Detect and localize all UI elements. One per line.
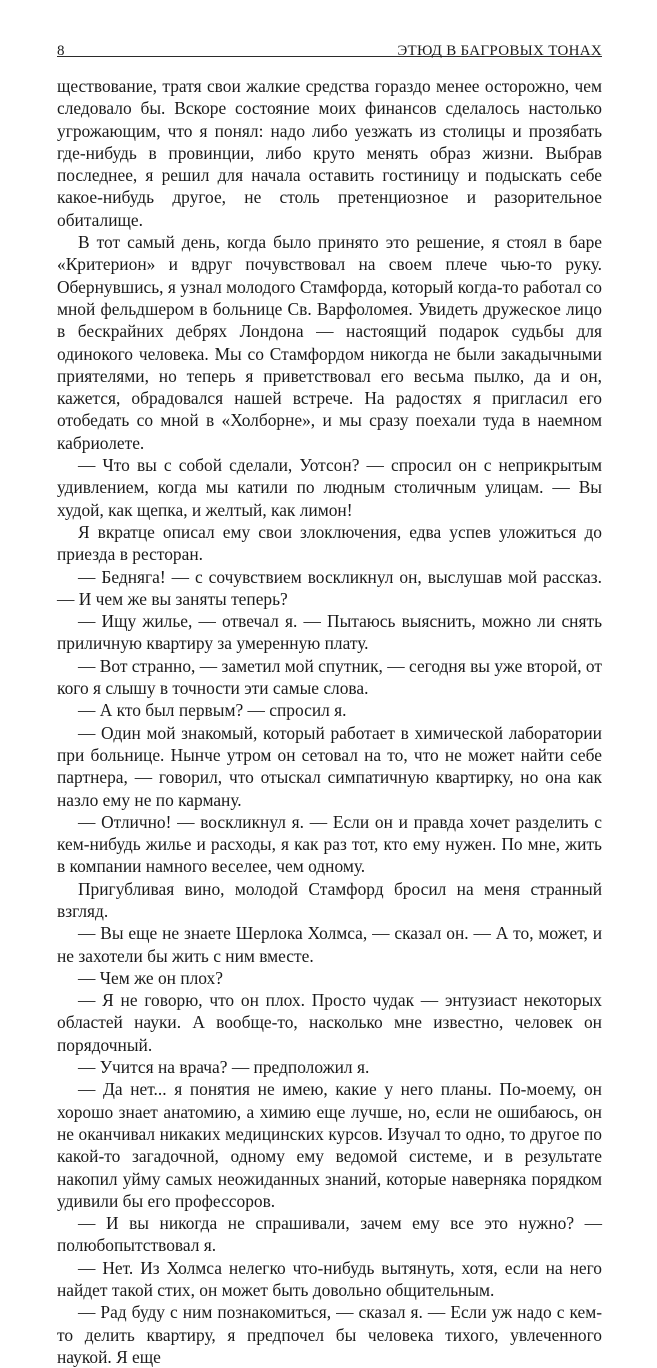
paragraph: — Что вы с собой сделали, Уотсон? — спросил он с неприкрытым удивлением, когда мы катили по людным столичным улицам. — Вы худой, как щепка, и желтый, как лимон! <box>57 455 602 520</box>
paragraph: — Рад буду с ним познакомиться, — сказал я. — Если уж надо с кем-то делить квартиру, я предпочел бы человека тихого, увлеченного наукой. Я еще <box>57 1302 602 1367</box>
paragraph: ществование, тратя свои жалкие средства гораздо менее осторожно, чем следовало бы. Вскоре состояние моих финансов сделалось настолько угрожающим, что я понял: надо либо уезжать из столицы и прозябать где-нибудь в провинции, либо круто менять образ жизни. Выбрав последнее, я решил для начала оставить гостиницу и подыскать себе какое-нибудь другое, не столь претенциозное и разорительное обиталище. <box>57 76 602 230</box>
page-number: 8 <box>57 43 65 59</box>
book-title: ЭТЮД В БАГРОВЫХ ТОНАХ <box>397 43 602 59</box>
paragraph: — И вы никогда не спрашивали, зачем ему все это нужно? — полюбопытствовал я. <box>57 1213 602 1256</box>
paragraph: — Один мой знакомый, который работает в химической лаборатории при больнице. Нынче утром он сетовал на то, что не может найти себе партнера, — говорил, что отыскал симпатичную квартирку, но она как назло ему не по карману. <box>57 722 602 810</box>
paragraph: — А кто был первым? — спросил я. <box>78 700 347 721</box>
paragraph: — Ищу жилье, — отвечал я. — Пытаюсь выяснить, можно ли снять приличную квартиру за умеренную плату. <box>57 611 602 654</box>
paragraph: — Чем же он плох? <box>78 967 223 988</box>
running-head <box>57 30 602 57</box>
book-page <box>57 30 602 1367</box>
paragraph: — Учится на врача? — предположил я. <box>78 1057 370 1078</box>
paragraph: — Отлично! — воскликнул я. — Если он и правда хочет разделить с кем-нибудь жилье и расходы, я как раз тот, кто ему нужен. По мне, жить в компании намного веселее, чем одному. <box>57 811 602 877</box>
paragraph: — Нет. Из Холмса нелегко что-нибудь вытянуть, хотя, если на него найдет такой стих, он может быть довольно общительным. <box>57 1257 602 1301</box>
body-text <box>57 75 602 1368</box>
paragraph: В тот самый день, когда было принято это решение, я стоял в баре «Критерион» и вдруг почувствовал на своем плече чью-то руку. Обернувшись, я узнал молодого Стамфорда, который когда-то работал со мной фельдшером в больнице Св. Варфоломея. Увидеть дружеское лицо в бескрайних дебрях Лондона — настоящий подарок судьбы для одинокого человека. Мы со Стамфордом никогда не были закадычными приятелями, но теперь я приветствовал его весьма пылко, да и он, кажется, обрадовался нашей встрече. На радостях я пригласил его отобедать со мной в «Холборне», и мы сразу поехали туда в наемном кабриолете. <box>57 232 602 453</box>
paragraph: — Да нет... я понятия не имею, какие у него планы. По-моему, он хорошо знает анатомию, а химию еще лучше, но, если не ошибаюсь, он не оканчивал никаких медицинских курсов. Изучал то одно, то другое по какой-то загадочной, одному ему ведомой системе, и в результате накопил уйму самых неожиданных знаний, которые наверняка порядком удивили бы его профессоров. <box>57 1079 602 1211</box>
paragraph: — Бедняга! — с сочувствием воскликнул он, выслушав мой рассказ. — И чем же вы заняты теперь? <box>57 566 602 609</box>
paragraph: Я вкратце описал ему свои злоключения, едва успев уложиться до приезда в ресторан. <box>57 521 602 565</box>
paragraph: — Я не говорю, что он плох. Просто чудак — энтузиаст некоторых областей науки. А вообще-то, насколько мне известно, человек он порядочный. <box>57 990 602 1055</box>
paragraph: — Вот странно, — заметил мой спутник, — сегодня вы уже второй, от кого я слышу в точности эти самые слова. <box>57 655 602 699</box>
paragraph: Пригубливая вино, молодой Стамфорд бросил на меня странный взгляд. <box>57 878 602 921</box>
paragraph: — Вы еще не знаете Шерлока Холмса, — сказал он. — А то, может, и не захотели бы жить с ним вместе. <box>57 923 602 966</box>
